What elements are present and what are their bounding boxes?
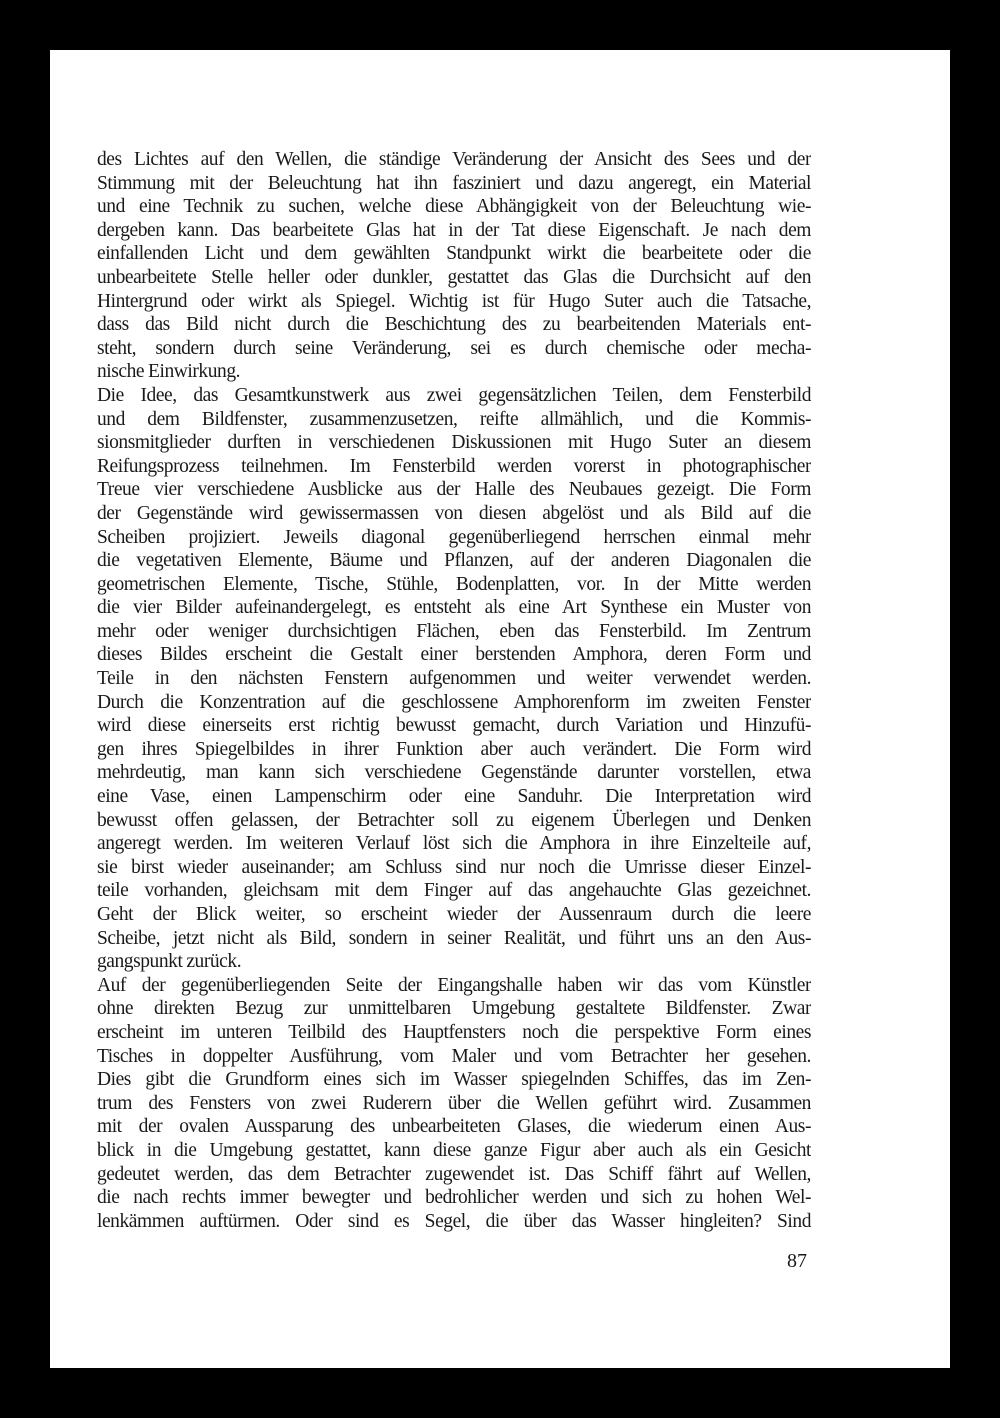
text-line: die nach rechts immer bewegter und bedrohlicher werden und sich zu hohen Wel- bbox=[97, 1187, 811, 1209]
text-line: dergeben kann. Das bearbeitete Glas hat in der Tat diese Eigenschaft. Je nach dem bbox=[97, 219, 811, 241]
text-line: ohne direkten Bezug zur unmittelbaren Umgebung gestaltete Bildfenster. Zwar bbox=[97, 998, 811, 1020]
text-line: steht, sondern durch seine Veränderung, sei es durch chemische oder mecha- bbox=[97, 337, 811, 359]
text-line: geometrischen Elemente, Tische, Stühle, Bodenplatten, vor. In der Mitte werden bbox=[97, 573, 811, 595]
text-line: mehrdeutig, man kann sich verschiedene Gegenstände darunter vorstellen, etwa bbox=[97, 762, 811, 784]
text-line: dieses Bildes erscheint die Gestalt einer berstenden Amphora, deren Form und bbox=[97, 644, 811, 666]
text-line: Hintergrund oder wirkt als Spiegel. Wichtig ist für Hugo Suter auch die Tatsache, bbox=[97, 290, 811, 312]
text-line: Geht der Blick weiter, so erscheint wieder der Aussenraum durch die leere bbox=[97, 904, 811, 925]
body-text bbox=[97, 148, 811, 1233]
text-line: der Gegenstände wird gewissermassen von diesen abgelöst und als Bild auf die bbox=[97, 502, 811, 524]
text-line: und dem Bildfenster, zusammenzusetzen, reifte allmählich, und die Kommis- bbox=[97, 408, 811, 430]
text-line: wird diese einerseits erst richtig bewusst gemacht, durch Variation und Hinzufü- bbox=[97, 715, 811, 737]
text-line: mit der ovalen Aussparung des unbearbeiteten Glases, die wiederum einen Aus- bbox=[97, 1116, 811, 1138]
text-line: gen ihres Spiegelbildes in ihrer Funktion aber auch verändert. Die Form wird bbox=[97, 738, 811, 760]
text-line: unbearbeitete Stelle heller oder dunkler, gestattet das Glas die Durchsicht auf den bbox=[97, 266, 811, 288]
text-line: mehr oder weniger durchsichtigen Flächen, eben das Fensterbild. Im Zentrum bbox=[97, 620, 811, 642]
text-line: blick in die Umgebung gestattet, kann diese ganze Figur aber auch als ein Gesicht bbox=[97, 1139, 811, 1161]
text-line: teile vorhanden, gleichsam mit dem Finger auf das angehauchte Glas gezeichnet. bbox=[97, 880, 811, 902]
text-line: dass das Bild nicht durch die Beschichtung des zu bearbeitenden Materials ent- bbox=[97, 314, 811, 336]
text-line: die vegetativen Elemente, Bäume und Pflanzen, auf der anderen Diagonalen die bbox=[97, 550, 811, 572]
text-line: trum des Fensters von zwei Ruderern über die Wellen geführt wird. Zusammen bbox=[97, 1092, 811, 1114]
text-line: Stimmung mit der Beleuchtung hat ihn fasziniert und dazu angeregt, ein Material bbox=[97, 172, 811, 194]
text-line: Teile in den nächsten Fenstern aufgenommen und weiter verwendet werden. bbox=[97, 668, 811, 690]
text-line: Scheiben projiziert. Jeweils diagonal gegenüberliegend herrschen einmal mehr bbox=[97, 526, 811, 548]
text-line: sionsmitglieder durften in verschiedenen Diskussionen mit Hugo Suter an diesem bbox=[97, 432, 811, 454]
text-line: angeregt werden. Im weiteren Verlauf löst sich die Amphora in ihre Einzelteile auf, bbox=[97, 833, 811, 855]
text-line: Auf der gegenüberliegenden Seite der Eingangshalle haben wir das vom Künstler bbox=[97, 974, 811, 996]
text-line: die vier Bilder aufeinandergelegt, es entsteht als eine Art Synthese ein Muster von bbox=[97, 597, 811, 619]
text-line: gangspunkt zurück. bbox=[97, 951, 242, 973]
text-line: eine Vase, einen Lampenschirm oder eine Sanduhr. Die Interpretation wird bbox=[97, 786, 811, 808]
text-line: bewusst offen gelassen, der Betrachter soll zu eigenem Überlegen und Denken bbox=[97, 809, 811, 831]
text-line: nische Einwirkung. bbox=[97, 361, 241, 383]
text-line: einfallenden Licht und dem gewählten Standpunkt wirkt die bearbeitete oder die bbox=[97, 243, 811, 265]
text-line: sie birst wieder auseinander; am Schluss sind nur noch die Umrisse dieser Einzel- bbox=[97, 856, 811, 878]
text-line: erscheint im unteren Teilbild des Hauptfensters noch die perspektive Form eines bbox=[97, 1021, 811, 1043]
text-line: Durch die Konzentration auf die geschlossene Amphorenform im zweiten Fenster bbox=[97, 691, 811, 713]
text-line: Scheibe, jetzt nicht als Bild, sondern in seiner Realität, und führt uns an den Aus- bbox=[97, 927, 811, 949]
text-line: gedeutet werden, das dem Betrachter zugewendet ist. Das Schiff fährt auf Wellen, bbox=[97, 1163, 811, 1185]
text-line: lenkämmen auftürmen. Oder sind es Segel, die über das Wasser hingleiten? Sind bbox=[97, 1210, 811, 1232]
text-line: Dies gibt die Grundform eines sich im Wasser spiegelnden Schiffes, das im Zen- bbox=[97, 1069, 811, 1091]
text-line: des Lichtes auf den Wellen, die ständige Veränderung der Ansicht des Sees und der bbox=[97, 149, 811, 170]
text-line: Tisches in doppelter Ausführung, vom Maler und vom Betrachter her gesehen. bbox=[97, 1045, 811, 1067]
text-line: Treue vier verschiedene Ausblicke aus der Halle des Neubaues gezeigt. Die Form bbox=[97, 479, 811, 501]
document-page bbox=[50, 50, 950, 1368]
text-line: Die Idee, das Gesamtkunstwerk aus zwei gegensätzlichen Teilen, dem Fensterbild bbox=[97, 384, 811, 406]
text-line: und eine Technik zu suchen, welche diese Abhängigkeit von der Beleuchtung wie- bbox=[97, 196, 811, 218]
page-number: 87 bbox=[787, 1250, 807, 1272]
text-line: Reifungsprozess teilnehmen. Im Fensterbild werden vorerst in photographischer bbox=[97, 455, 811, 477]
